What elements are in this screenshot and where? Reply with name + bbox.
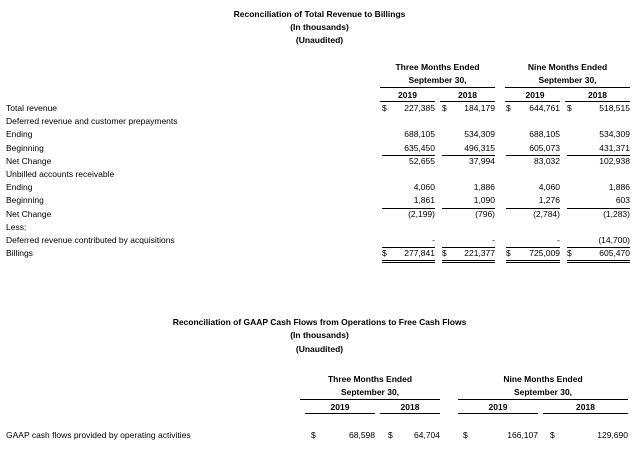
cashflow-group1-line1: Three Months Ended (327, 374, 413, 384)
revenue-cell: 83,032 (534, 155, 560, 166)
revenue-year: 2019 (398, 90, 417, 100)
cashflow-cell: 64,704 (414, 430, 440, 440)
subtotal-rule (442, 155, 495, 156)
revenue-cell: 605,470 (599, 248, 630, 259)
currency-symbol: $ (442, 103, 447, 113)
revenue-cell: (1,283) (603, 208, 630, 219)
revenue-row-label: Total revenue (6, 103, 58, 113)
cashflow-note: (Unaudited) (295, 344, 344, 354)
year-rule (565, 101, 630, 102)
revenue-year: 2019 (525, 90, 545, 100)
revenue-cell: (14,700) (598, 235, 630, 245)
subtotal-rule (506, 247, 560, 248)
subtotal-rule (442, 247, 495, 248)
cashflow-year: 2018 (400, 402, 420, 412)
currency-symbol: $ (388, 430, 393, 440)
revenue-cell: 534,309 (599, 129, 630, 140)
currency-symbol: $ (506, 103, 511, 113)
total-double-rule (442, 260, 495, 261)
revenue-cell: 102,938 (599, 155, 630, 166)
revenue-cell: - (432, 235, 435, 245)
revenue-cell: 4,060 (413, 182, 435, 193)
subtotal-rule (567, 247, 630, 248)
cashflow-cell: 68,598 (349, 430, 375, 440)
currency-symbol: $ (442, 248, 447, 259)
revenue-cell: 1,861 (413, 195, 435, 206)
year-rule (440, 101, 495, 102)
revenue-cell: (796) (475, 208, 495, 219)
revenue-group1-rule (380, 87, 495, 88)
revenue-row-label: Deferred revenue and customer prepayments (6, 116, 178, 127)
subtotal-rule (506, 155, 560, 156)
revenue-cell: 518,515 (599, 103, 630, 113)
total-double-rule (506, 262, 560, 263)
revenue-cell: 688,105 (404, 129, 435, 140)
total-double-rule (382, 262, 435, 263)
cashflow-year: 2018 (576, 402, 595, 412)
revenue-row-label: Ending (6, 182, 33, 193)
subtotal-rule (382, 247, 435, 248)
revenue-row-label: Deferred revenue contributed by acquisitions (6, 235, 175, 245)
currency-symbol: $ (382, 248, 387, 259)
revenue-cell: 725,009 (529, 248, 560, 259)
year-rule (380, 413, 440, 414)
revenue-cell: 644,761 (529, 103, 560, 113)
total-double-rule (506, 260, 560, 261)
cashflow-cell: 129,690 (597, 430, 628, 440)
total-double-rule (382, 260, 435, 261)
revenue-cell: 1,886 (473, 182, 495, 193)
revenue-cell: (2,199) (408, 208, 435, 219)
subtotal-rule (567, 208, 630, 209)
year-rule (458, 413, 538, 414)
revenue-cell: (2,784) (533, 208, 560, 219)
revenue-cell: 431,371 (599, 142, 630, 153)
revenue-cell: 52,655 (409, 155, 435, 166)
revenue-row-label: Beginning (6, 142, 44, 153)
currency-symbol: $ (567, 248, 572, 259)
currency-symbol: $ (550, 430, 555, 440)
cashflow-group2-line1: Nine Months Ended (503, 374, 583, 384)
cashflow-row-label: GAAP cash flows provided by operating activities (6, 430, 191, 440)
cashflow-title: Reconciliation of GAAP Cash Flows from Operations to Free Cash Flows (172, 317, 467, 327)
total-double-rule (442, 262, 495, 263)
revenue-cell: 184,179 (464, 103, 495, 113)
currency-symbol: $ (382, 103, 387, 113)
revenue-row-label: Beginning (6, 195, 44, 206)
cashflow-group1-rule (300, 399, 440, 400)
revenue-row-label: Unbilled accounts receivable (6, 169, 115, 179)
cashflow-subtitle: (In thousands) (290, 330, 349, 340)
cashflow-year: 2019 (330, 402, 350, 412)
revenue-group2-line1: Nine Months Ended (527, 62, 608, 72)
revenue-cell: 1,276 (538, 195, 560, 206)
revenue-cell: 4,060 (538, 182, 560, 193)
revenue-cell: 688,105 (529, 129, 560, 140)
revenue-group1-line2: September 30, (408, 75, 467, 85)
revenue-cell: 37,994 (469, 155, 495, 166)
currency-symbol: $ (506, 248, 511, 259)
year-rule (380, 101, 435, 102)
revenue-cell: 221,377 (464, 248, 495, 259)
year-rule (543, 413, 628, 414)
year-rule (505, 101, 560, 102)
revenue-cell: 534,309 (464, 129, 495, 140)
revenue-subtitle: (In thousands) (290, 22, 349, 32)
revenue-note: (Unaudited) (295, 35, 344, 45)
revenue-cell: 605,073 (529, 142, 560, 153)
total-double-rule (567, 260, 630, 261)
revenue-title: Reconciliation of Total Revenue to Billings (233, 9, 406, 19)
cashflow-group2-line2: September 30, (513, 387, 573, 397)
revenue-row-label: Net Change (6, 208, 52, 219)
revenue-year: 2018 (588, 90, 607, 100)
revenue-cell: 227,385 (404, 103, 435, 113)
revenue-row-label: Ending (6, 129, 33, 140)
revenue-cell: 496,315 (464, 142, 495, 153)
revenue-row-label: Billings (6, 248, 33, 259)
revenue-cell: 1,886 (608, 182, 630, 193)
year-rule (305, 413, 375, 414)
revenue-cell: - (492, 235, 495, 245)
cashflow-cell: 166,107 (507, 430, 538, 440)
revenue-group1-line1: Three Months Ended (395, 62, 480, 72)
revenue-year: 2018 (458, 90, 477, 100)
revenue-cell: - (557, 235, 560, 245)
revenue-group2-rule (505, 87, 630, 88)
cashflow-year: 2019 (488, 402, 508, 412)
subtotal-rule (382, 208, 435, 209)
subtotal-rule (382, 155, 435, 156)
subtotal-rule (442, 208, 495, 209)
cashflow-group1-line2: September 30, (340, 387, 400, 397)
currency-symbol: $ (463, 430, 468, 440)
revenue-row-label: Net Change (6, 155, 52, 166)
cashflow-group2-rule (458, 399, 628, 400)
revenue-cell: 277,841 (404, 248, 435, 259)
subtotal-rule (567, 155, 630, 156)
currency-symbol: $ (567, 103, 572, 113)
revenue-cell: 1,090 (473, 195, 495, 206)
revenue-cell: 635,450 (404, 142, 435, 153)
total-double-rule (567, 262, 630, 263)
revenue-row-label: Less: (6, 221, 27, 232)
subtotal-rule (506, 208, 560, 209)
currency-symbol: $ (311, 430, 316, 440)
revenue-group2-line2: September 30, (538, 75, 597, 85)
revenue-cell: 603 (615, 195, 630, 206)
